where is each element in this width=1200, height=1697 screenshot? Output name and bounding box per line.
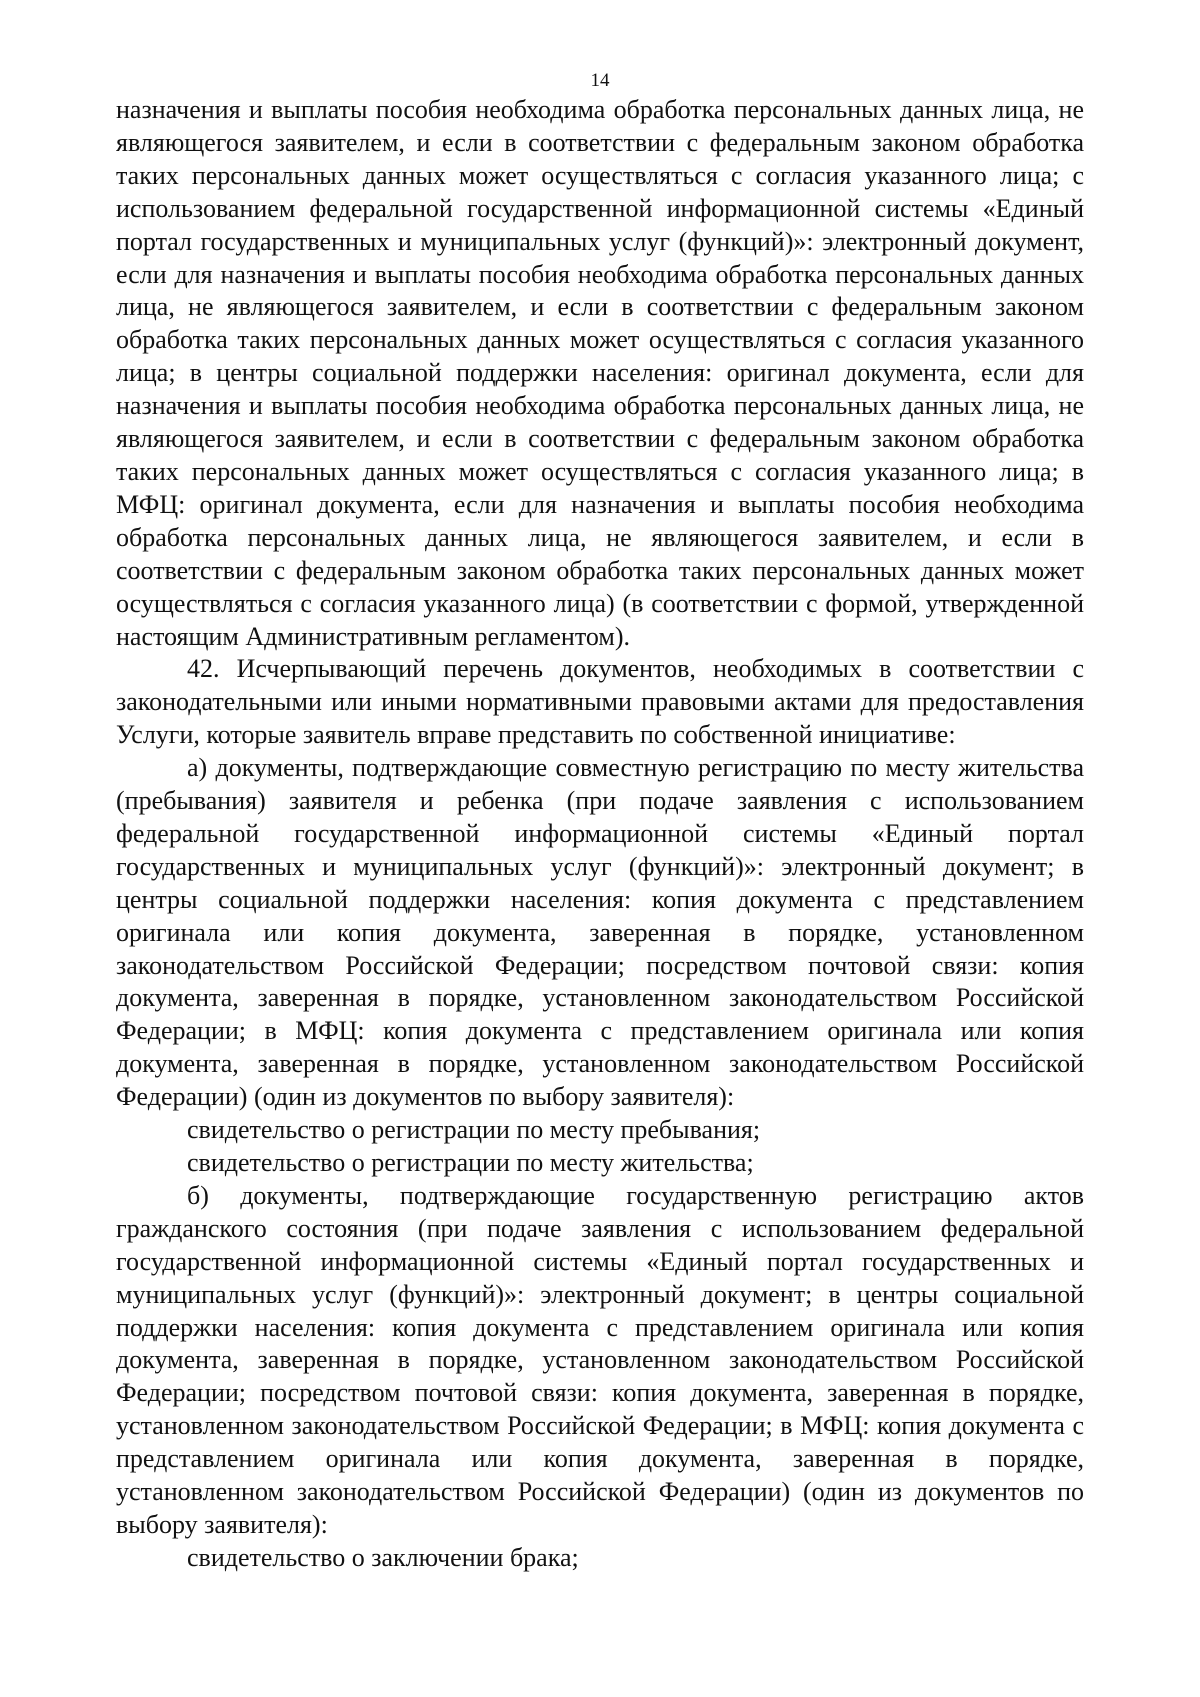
paragraph-item-42: 42. Исчерпывающий перечень документов, необходимых в соответствии с законодательными или иными нормативными правовыми актами для предоставления Услуги, которые заявитель вправе представить по собственной инициативе: [116,654,1084,750]
paragraph-continuation: назначения и выплаты пособия необходима обработка персональных данных лица, не являющегося заявителем, и если в соответствии с федеральным законом обработка таких персональных данных может осуществляться с согласия указанного лица; с использованием федеральной государственной информационной системы «Единый портал государственных и муниципальных услуг (функций)»: электронный документ, если для назначения и выплаты пособия необходима обработка персональных данных лица, не являющегося заявителем, и если в соответствии с федеральным законом обработка таких персональных данных может осуществляться с согласия указанного лица; в центры социальной поддержки населения: оригинал документа, если для назначения и выплаты пособия необходима обработка персональных данных лица, не являющегося заявителем, и если в соответствии с федеральным законом обработка таких персональных данных может осуществляться с согласия указанного лица; в МФЦ: оригинал документа, если для назначения и выплаты пособия необходима обработка персональных данных лица, не являющегося заявителем, и если в соответствии с федеральным законом обработка таких персональных данных может осуществляться с согласия указанного лица) (в соответствии с формой, утвержденной настоящим Административным регламентом). [116,95,1084,651]
document-body [116,94,1084,1575]
list-item-registration-stay: свидетельство о регистрации по месту пребывания; [187,1115,761,1145]
list-item-marriage-certificate: свидетельство о заключении брака; [187,1542,579,1572]
page-number: 14 [590,70,610,91]
list-item-registration-residence: свидетельство о регистрации по месту жительства; [187,1148,754,1177]
paragraph-subitem-a: а) документы, подтверждающие совместную регистрацию по месту жительства (пребывания) заявителя и ребенка (при подаче заявления с использованием федеральной государственной информационной системы «Единый портал государственных и муниципальных услуг (функций)»: электронный документ; в центры социальной поддержки населения: копия документа с представлением оригинала или копия документа, заверенная в порядке, установленном законодательством Российской Федерации; посредством почтовой связи: копия документа, заверенная в порядке, установленном законодательством Российской Федерации; в МФЦ: копия документа с представлением оригинала или копия документа, заверенная в порядке, установленном законодательством Российской Федерации) (один из документов по выбору заявителя): [116,753,1084,1112]
paragraph-subitem-b: б) документы, подтверждающие государственную регистрацию актов гражданского состояния (при подаче заявления с использованием федеральной государственной информационной системы «Единый портал государственных и муниципальных услуг (функций)»: электронный документ; в центры социальной поддержки населения: копия документа с представлением оригинала или копия документа, заверенная в порядке, установленном законодательством Российской Федерации; посредством почтовой связи: копия документа, заверенная в порядке, установленном законодательством Российской Федерации; в МФЦ: копия документа с представлением оригинала или копия документа, заверенная в порядке, установленном законодательством Российской Федерации) (один из документов по выбору заявителя): [116,1180,1084,1539]
